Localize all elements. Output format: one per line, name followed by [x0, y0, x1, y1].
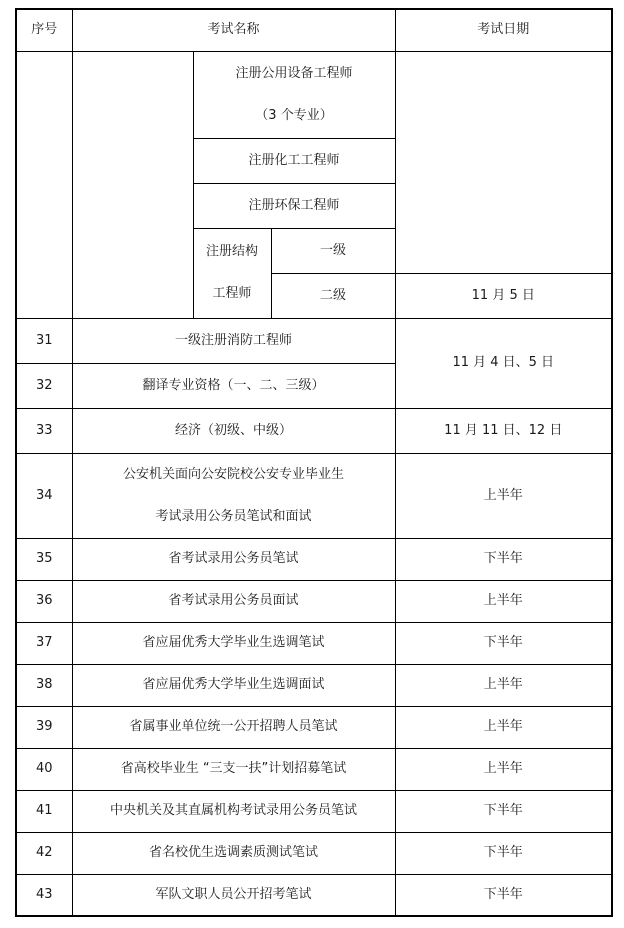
- row-seq: 43: [16, 874, 72, 916]
- row-exam-date: 上半年: [395, 664, 612, 706]
- row-seq: 40: [16, 748, 72, 790]
- empty-date-cell: [395, 51, 612, 273]
- exam-name-line: 注册结构: [205, 244, 258, 259]
- exam-name-line: 工程师: [212, 286, 252, 301]
- empty-seq-cell: [16, 51, 72, 318]
- exam-name-line: 注册公用设备工程师: [235, 65, 353, 81]
- row-exam-date: 上半年: [395, 748, 612, 790]
- row-exam-name: 省高校毕业生 “三支一扶”计划招募笔试: [72, 748, 395, 790]
- row-exam-name: 省考试录用公务员笔试: [72, 538, 395, 580]
- row-exam-date: 上半年: [395, 453, 612, 538]
- header-exam-date: 考试日期: [395, 9, 612, 51]
- table-row: [16, 832, 612, 874]
- row-exam-date: 11 月 11 日、12 日: [395, 408, 612, 453]
- table-row: [16, 538, 612, 580]
- row-exam-name: 省应届优秀大学毕业生选调面试: [72, 664, 395, 706]
- table-row: [16, 664, 612, 706]
- row-exam-date: 上半年: [395, 580, 612, 622]
- row-exam-name: 一级注册消防工程师: [72, 318, 395, 363]
- exam-name-chemical: 注册化工工程师: [193, 138, 395, 183]
- row-seq: 34: [16, 453, 72, 538]
- row-exam-date: 下半年: [395, 832, 612, 874]
- table-header-row: [16, 9, 612, 51]
- table-row: [16, 318, 612, 363]
- row-seq: 36: [16, 580, 72, 622]
- empty-category-cell: [72, 51, 193, 318]
- row-exam-name: [72, 453, 395, 538]
- row-seq: 38: [16, 664, 72, 706]
- table-row: [16, 51, 612, 138]
- row-exam-date: 11 月 4 日、5 日: [395, 318, 612, 408]
- exam-name-line: 公安机关面向公安院校公安专业毕业生: [122, 466, 344, 482]
- row-exam-name: 省属事业单位统一公开招聘人员笔试: [72, 706, 395, 748]
- table-row: [16, 408, 612, 453]
- table-row: [16, 453, 612, 538]
- structural-level-2: 二级: [271, 273, 395, 318]
- row-exam-name: 省应届优秀大学毕业生选调笔试: [72, 622, 395, 664]
- structural-level-1: 一级: [271, 228, 395, 273]
- exam-name-environmental: 注册环保工程师: [193, 183, 395, 228]
- table-row: [16, 748, 612, 790]
- row-seq: 35: [16, 538, 72, 580]
- table-row: [16, 706, 612, 748]
- exam-date-level-2: 11 月 5 日: [395, 273, 612, 318]
- table-row: [16, 580, 612, 622]
- row-seq: 37: [16, 622, 72, 664]
- header-seq: 序号: [16, 9, 72, 51]
- row-exam-name: 经济（初级、中级）: [72, 408, 395, 453]
- row-seq: 32: [16, 363, 72, 408]
- header-exam-name: 考试名称: [72, 9, 395, 51]
- row-seq: 31: [16, 318, 72, 363]
- row-seq: 41: [16, 790, 72, 832]
- exam-schedule-table: [15, 8, 613, 917]
- row-seq: 42: [16, 832, 72, 874]
- exam-name-structural: [193, 228, 271, 318]
- exam-name-line: 考试录用公务员笔试和面试: [155, 508, 312, 524]
- row-exam-date: 下半年: [395, 874, 612, 916]
- row-exam-date: 下半年: [395, 790, 612, 832]
- row-exam-name: 省考试录用公务员面试: [72, 580, 395, 622]
- exam-name-line: （3 个专业）: [255, 107, 333, 123]
- row-exam-date: 下半年: [395, 622, 612, 664]
- row-exam-date: 上半年: [395, 706, 612, 748]
- row-exam-date: 下半年: [395, 538, 612, 580]
- row-seq: 39: [16, 706, 72, 748]
- row-exam-name: 中央机关及其直属机构考试录用公务员笔试: [72, 790, 395, 832]
- table-row: [16, 622, 612, 664]
- table-row: [16, 790, 612, 832]
- table-row: [16, 874, 612, 916]
- row-exam-name: 军队文职人员公开招考笔试: [72, 874, 395, 916]
- row-exam-name: 省名校优生选调素质测试笔试: [72, 832, 395, 874]
- row-seq: 33: [16, 408, 72, 453]
- exam-name-public-equipment: [193, 51, 395, 138]
- row-exam-name: 翻译专业资格（一、二、三级）: [72, 363, 395, 408]
